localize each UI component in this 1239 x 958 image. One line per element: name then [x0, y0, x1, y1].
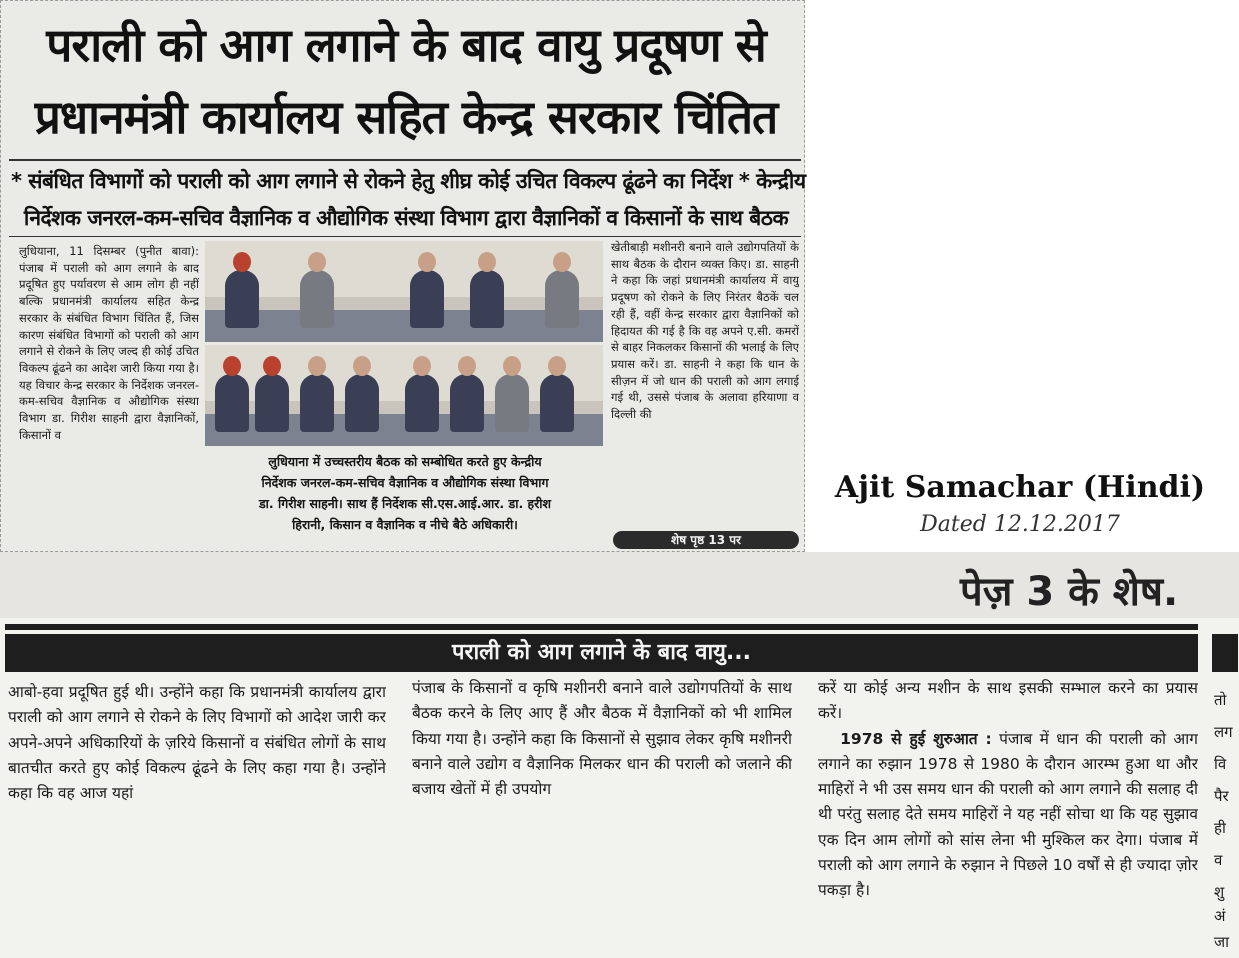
edge-word: ही	[1214, 819, 1226, 837]
edge-word: व	[1214, 851, 1223, 869]
article-text: पंजाब के किसानों व कृषि मशीनरी बनाने वाले उद्योगपतियों के साथ बैठक करने के लिए आए हैं और बैठक में वैज्ञानिकों को भी शामिल किया गया है। उन्होंने कहा कि किसानों से सुझाव लेकर कृषि मशीनरी बनाने वाले उद्योग व वैज्ञानिक मिलकर धान की पराली को जलाने की बजाय खेतों में ही उपयोग	[412, 679, 792, 799]
article-text: पंजाब में धान की पराली को आग लगाने का रुझान 1978 से 1980 के दौरान आरम्भ हुआ था और माहिरों ने भी उस समय धान की पराली को आग लगाने की सलाह दी थी परंतु सलाह देते समय माहिरों ने यह नहीं सोचा था कि यह सुझाव एक दिन आम लोगों को सांस लेना भी मुश्किल कर देगा। पंजाब में पराली को आग लगाने के रुझान ने पिछले 10 वर्षों से ही ज्यादा ज़ोर पकड़ा है।	[818, 729, 1198, 900]
section-subhead: 1978 से हुई शुरुआत :	[840, 729, 992, 748]
continued-column-3	[818, 676, 1198, 956]
page-banner: पेज़ 3 के शेष.	[960, 569, 1179, 615]
caption-line: डा. गिरीश साहनी। साथ हैं निर्देशक सी.एस.आई.आर. डा. हरीश	[258, 496, 552, 511]
edge-word: शु	[1214, 883, 1225, 901]
continued-column-2	[412, 676, 792, 840]
news-photo	[205, 241, 603, 449]
photo-meeting-bottom	[205, 345, 603, 446]
continued-badge: शेष पृष्ठ 13 पर	[613, 531, 799, 549]
publication-name: Ajit Samachar (Hindi)	[834, 470, 1206, 505]
photo-caption	[207, 451, 603, 535]
edge-word: वि	[1214, 755, 1227, 773]
article-column-3	[611, 239, 799, 531]
divider	[9, 236, 801, 237]
edge-word: अं	[1214, 907, 1226, 925]
divider	[9, 159, 801, 161]
article-text: आबो-हवा प्रदूषित हुई थी। उन्होंने कहा कि प्रधानमंत्री कार्यालय द्वारा पराली को आग लगाने से रोकने के लिए विभागों को आदेश जारी कर अपने-अपने अधिकारियों के ज़रिये किसानों व संबंधित लोगों के साथ बातचीत करते हुए कोई विकल्प ढूंढने के लिए कहा गया है। उन्होंने कहा कि वह आज यहां	[8, 683, 386, 803]
edge-word: जा	[1214, 933, 1230, 951]
article-text: खेतीबाड़ी मशीनरी बनाने वाले उद्योगपतियों के साथ बैठक के दौरान व्यक्त किए। डा. साहनी ने कहा कि जहां प्रधानमंत्री कार्यालय में वायु प्रदूषण को रोकने के लिए निरंतर बैठकें चल रही हैं, वहीं केन्द्र सरकार द्वारा वैज्ञानिकों को हिदायत की गई है कि वह अपने ए.सी. कमरों से बाहर निकलकर किसानों की भलाई के लिए प्रयास करें। डा. साहनी ने कहा कि धान के सीज़न में जो धान की पराली को आग लगाई गई थी, उससे पंजाब के अलावा हरियाणा व दिल्ली की	[611, 240, 799, 422]
caption-line: हिरानी, किसान व वैज्ञानिक व नीचे बैठे अधिकारी।	[292, 517, 518, 532]
caption-line: लुधियाना में उच्चस्तरीय बैठक को सम्बोधित करते हुए केन्द्रीय	[268, 454, 542, 469]
edge-column-fragment	[1208, 634, 1238, 954]
edge-word: पैर	[1214, 787, 1229, 805]
publication-date: Dated 12.12.2017	[920, 512, 1120, 537]
top-clipping	[0, 0, 805, 552]
subhead-line-2: निर्देशक जनरल-कम-सचिव वैज्ञानिक व औद्योगिक संस्था विभाग द्वारा वैज्ञानिकों व किसानों के साथ बैठक	[23, 206, 789, 230]
article-column-1	[19, 243, 199, 543]
caption-line: निर्देशक जनरल-कम-सचिव वैज्ञानिक व औद्योगिक संस्था विभाग	[261, 475, 549, 490]
article-paragraph	[818, 727, 1198, 904]
headline-line-2: प्रधानमंत्री कार्यालय सहित केन्द्र सरकार चिंतित	[34, 90, 778, 144]
edge-word: तो	[1214, 691, 1227, 709]
photo-meeting-top	[205, 241, 603, 342]
continued-title: पराली को आग लगाने के बाद वायु...	[451, 640, 752, 665]
subhead-line-1: * संबंधित विभागों को पराली को आग लगाने से रोकने हेतु शीघ्र कोई उचित विकल्प ढूंढने का निर्देश * केन्द्रीय	[11, 169, 806, 193]
article-text: लुधियाना, 11 दिसम्बर (पुनीत बावा): पंजाब में पराली को आग लगाने के बाद प्रदूषित हुए पर्यावरण से आम लोग ही नहीं बल्कि प्रधानमंत्री कार्यालय सहित केन्द्र सरकार के संबंधित विभाग चिंतित हैं, जिस कारण संबंधित विभागों को पराली को आग लगाने से रोकने के लिए जल्द ही कोई उचित विकल्प ढूंढने का आदेश जारी किया गया है। यह विचार केन्द्र सरकार के निर्देशक जनरल-कम-सचिव वैज्ञानिक व औद्योगिक संस्था विभाग डा. गिरीश साहनी द्वारा वैज्ञानिकों, किसानों व	[19, 244, 199, 442]
edge-word: लग	[1214, 723, 1233, 741]
headline-line-1: पराली को आग लगाने के बाद वायु प्रदूषण से	[46, 18, 766, 72]
continued-column-1	[8, 680, 386, 840]
article-text: करें या कोई अन्य मशीन के साथ इसकी सम्भाल करने का प्रयास करें।	[818, 679, 1198, 723]
divider	[5, 624, 1198, 630]
